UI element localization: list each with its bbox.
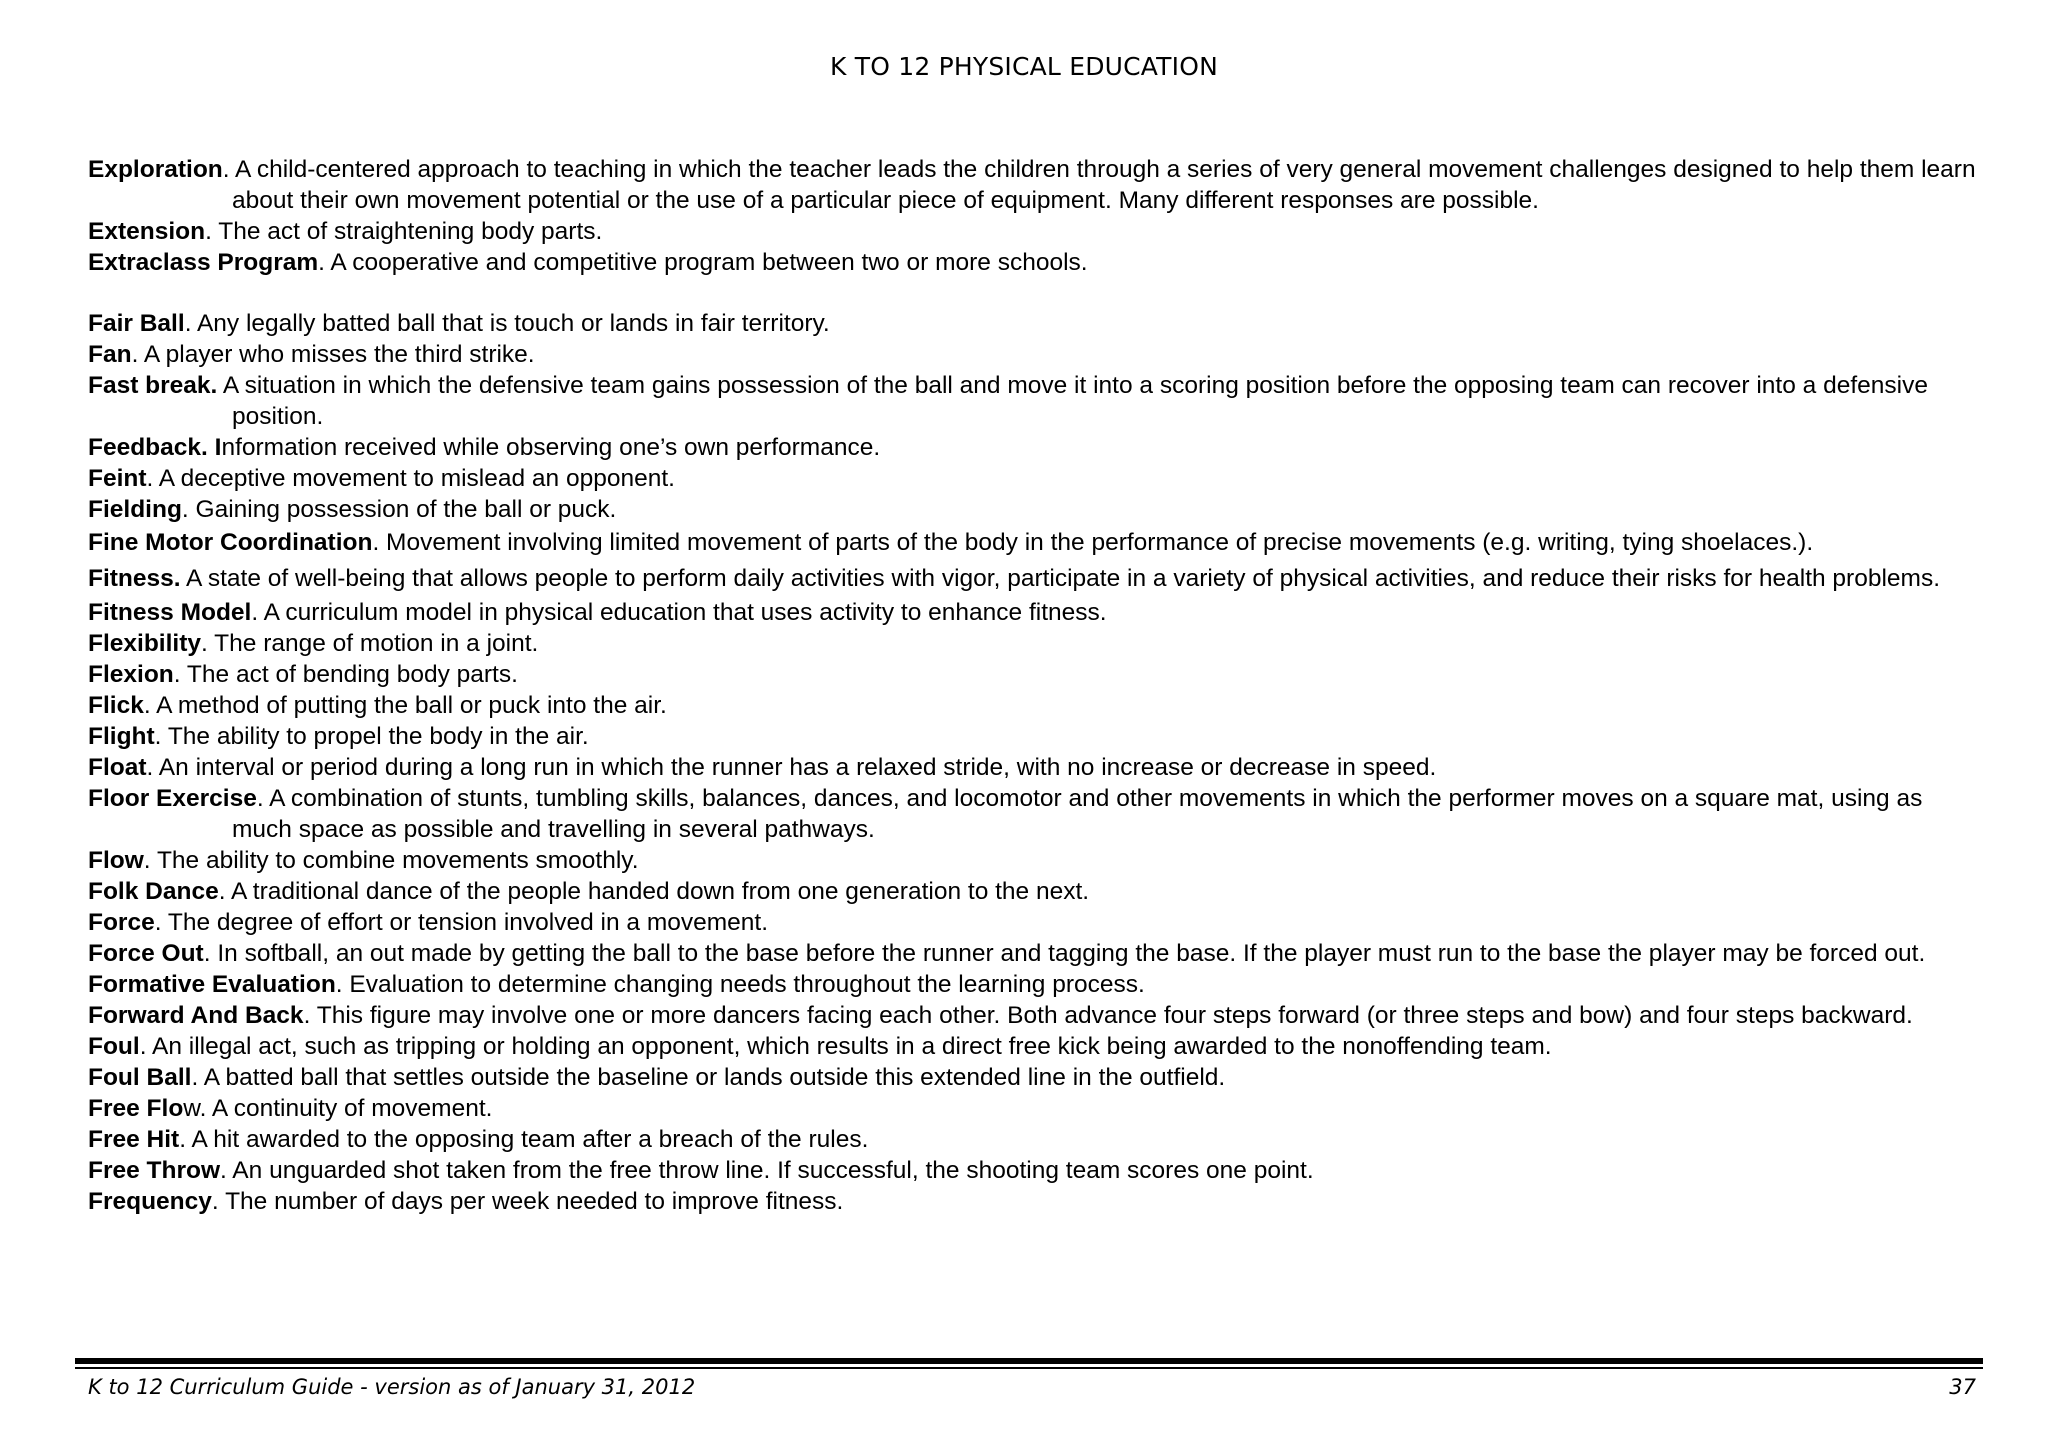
glossary-term: Force <box>88 909 155 936</box>
glossary-term: Formative Evaluation <box>88 971 336 998</box>
glossary-entry <box>88 494 1988 525</box>
glossary-term: Float <box>88 754 147 781</box>
glossary-definition: . A player who misses the third strike. <box>131 341 535 368</box>
glossary-definition: . Movement involving limited movement of parts of the body in the performance of precise movements (e.g. writing, tying shoelaces.). <box>372 529 1814 556</box>
glossary-definition: . In softball, an out made by getting the ball to the base before the runner and tagging the base. If the player must run to the base the player may be forced out. <box>203 940 1926 967</box>
glossary-term: Extension <box>88 218 206 245</box>
glossary-definition: . A deceptive movement to mislead an opponent. <box>146 465 675 492</box>
glossary-term: Fielding <box>88 496 182 523</box>
glossary-entry <box>88 783 1988 845</box>
glossary-entry <box>88 463 1988 494</box>
page-header: K TO 12 PHYSICAL EDUCATION <box>829 52 1218 81</box>
glossary-term: Free Throw <box>88 1157 221 1184</box>
glossary-term: Fitness Model <box>88 599 252 626</box>
glossary-entry <box>88 628 1988 659</box>
glossary-term: Folk Dance <box>88 878 219 905</box>
glossary-entry <box>88 561 1988 597</box>
glossary-definition: . Evaluation to determine changing needs throughout the learning process. <box>335 971 1145 998</box>
glossary-definition: . A child-centered approach to teaching in which the teacher leads the children through a series of very general movement challenges designed to help them learn about their own movement potential or the use of a particular piece of equipment. Many different responses are possible. <box>222 156 1976 214</box>
glossary-term: Frequency <box>88 1188 212 1215</box>
glossary-term: Fast break. <box>88 372 218 399</box>
glossary-term: Foul Ball <box>88 1064 192 1091</box>
glossary-definition: . The ability to combine movements smoothly. <box>143 847 639 874</box>
glossary-term: Feedback. I <box>88 434 222 461</box>
glossary-entry <box>88 154 1988 216</box>
glossary-definition: A state of well-being that allows people to perform daily activities with vigor, participate in a variety of physical activities, and reduce their risks for health problems. <box>180 565 1940 592</box>
glossary-content <box>88 154 1988 1217</box>
glossary-term: Forward And Back <box>88 1002 304 1029</box>
glossary-term: Fair Ball <box>88 310 185 337</box>
glossary-entry <box>88 1000 1988 1031</box>
glossary-definition: . A hit awarded to the opposing team after a breach of the rules. <box>179 1126 869 1153</box>
glossary-definition: . Any legally batted ball that is touch or lands in fair territory. <box>184 310 830 337</box>
glossary-definition: . A method of putting the ball or puck into the air. <box>143 692 667 719</box>
glossary-definition: . An interval or period during a long run in which the runner has a relaxed stride, with no increase or decrease in speed. <box>146 754 1437 781</box>
glossary-definition: . An unguarded shot taken from the free throw line. If successful, the shooting team scores one point. <box>220 1157 1314 1184</box>
glossary-term: Fitness. <box>88 565 181 592</box>
glossary-term: Free Flo <box>88 1095 184 1122</box>
glossary-term: Flow <box>88 847 144 874</box>
glossary-term: Flexibility <box>88 630 202 657</box>
glossary-entry <box>88 752 1988 783</box>
footer-document-info: K to 12 Curriculum Guide - version as of January 31, 2012 <box>88 1375 696 1399</box>
glossary-term: Floor Exercise <box>88 785 257 812</box>
glossary-entry <box>88 216 1988 247</box>
glossary-definition: . An illegal act, such as tripping or holding an opponent, which results in a direct free kick being awarded to the nonoffending team. <box>139 1033 1552 1060</box>
glossary-definition: . The act of bending body parts. <box>173 661 518 688</box>
glossary-entry <box>88 1062 1988 1093</box>
glossary-definition: A situation in which the defensive team gains possession of the ball and move it into a scoring position before the opposing team can recover into a defensive position. <box>217 372 1928 430</box>
glossary-entry <box>88 1093 1988 1124</box>
section-spacer <box>88 278 1988 308</box>
glossary-definition: . A traditional dance of the people handed down from one generation to the next. <box>218 878 1090 905</box>
glossary-entry <box>88 938 1988 969</box>
glossary-definition: nformation received while observing one’s own performance. <box>221 434 881 461</box>
glossary-term: Fine Motor Coordination <box>88 529 373 556</box>
glossary-entry <box>88 721 1988 752</box>
glossary-term: Flight <box>88 723 155 750</box>
glossary-entry <box>88 1031 1988 1062</box>
glossary-entry <box>88 969 1988 1000</box>
glossary-term: Exploration <box>88 156 223 183</box>
glossary-entry <box>88 1186 1988 1217</box>
glossary-term: Flexion <box>88 661 174 688</box>
glossary-term: Fan <box>88 341 132 368</box>
glossary-entry <box>88 845 1988 876</box>
glossary-term: Free Hit <box>88 1126 180 1153</box>
glossary-definition: . Gaining possession of the ball or puck. <box>181 496 617 523</box>
glossary-definition: . A combination of stunts, tumbling skills, balances, dances, and locomotor and other movements in which the performer moves on a square mat, using as much space as possible and travelling in several pathways. <box>232 785 1923 843</box>
glossary-entry <box>88 247 1988 278</box>
glossary-term: Foul <box>88 1033 140 1060</box>
glossary-entry <box>88 339 1988 370</box>
glossary-definition: . This figure may involve one or more dancers facing each other. Both advance four steps forward (or three steps and bow) and four steps backward. <box>303 1002 1913 1029</box>
glossary-term: Flick <box>88 692 144 719</box>
glossary-entry <box>88 525 1988 561</box>
glossary-entry <box>88 308 1988 339</box>
glossary-definition: w. A continuity of movement. <box>183 1095 493 1122</box>
glossary-definition: . The range of motion in a joint. <box>201 630 539 657</box>
glossary-entry <box>88 1155 1988 1186</box>
glossary-entry <box>88 876 1988 907</box>
glossary-definition: . The ability to propel the body in the air. <box>154 723 589 750</box>
glossary-entry <box>88 432 1988 463</box>
page-number: 37 <box>1949 1375 1976 1399</box>
glossary-entry <box>88 370 1988 432</box>
glossary-entry <box>88 690 1988 721</box>
glossary-definition: . The degree of effort or tension involved in a movement. <box>154 909 769 936</box>
glossary-definition: . The act of straightening body parts. <box>205 218 603 245</box>
footer-divider-thick <box>75 1358 1983 1364</box>
glossary-definition: . A cooperative and competitive program between two or more schools. <box>318 249 1088 276</box>
glossary-entry <box>88 907 1988 938</box>
glossary-term: Extraclass Program <box>88 249 319 276</box>
footer-divider-thin <box>75 1367 1983 1369</box>
glossary-definition: . The number of days per week needed to improve fitness. <box>211 1188 844 1215</box>
glossary-definition: . A curriculum model in physical education that uses activity to enhance fitness. <box>251 599 1107 626</box>
glossary-entry <box>88 597 1988 628</box>
glossary-definition: . A batted ball that settles outside the baseline or lands outside this extended line in the outfield. <box>191 1064 1226 1091</box>
glossary-entry <box>88 1124 1988 1155</box>
glossary-term: Force Out <box>88 940 204 967</box>
glossary-entry <box>88 659 1988 690</box>
glossary-term: Feint <box>88 465 147 492</box>
